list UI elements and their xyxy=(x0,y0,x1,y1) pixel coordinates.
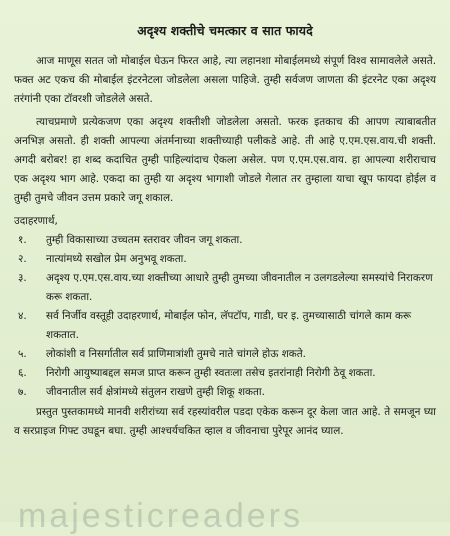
list-item-number: ४. xyxy=(18,310,27,322)
list-item-number: ७. xyxy=(18,386,27,398)
paragraph-2: त्याचप्रमाणे प्रत्येकजण एका अदृश्य शक्तीशी जोडलेला असतो. फरक इतकाच की आपण त्याबाबतीत अनभिज्ञ असतो. ही शक्ती आपल्या अंतर्मनाच्या शक्तीच्याही पलीकडे आहे. ती आहे ए.एम.एस.वाय.ची शक्ती. अगदी बरोबर! हा शब्द कदाचित तुम्ही पाहिल्यांदाच ऐकला असेल. पण ए.एम.एस.वाय. हा आपल्या शरीराचाच एक अदृश्य भाग आहे. एकदा का तुम्ही या अदृश्य भागाशी जोडले गेलात तर तुम्हाला याचा खूप फायदा होईल व तुम्ही तुमचे जीवन उत्तम प्रकारे जगू शकाल. xyxy=(14,116,436,204)
list-item xyxy=(14,307,436,345)
list-item xyxy=(14,364,436,383)
examples-list xyxy=(14,231,436,402)
list-item-text: सर्व निर्जीव वस्तूही उदाहरणार्थ, मोबाईल फोन, लॅपटॉप, गाडी, घर इ. तुमच्यासाठी चांगले काम करू शकतात. xyxy=(46,310,412,341)
list-item xyxy=(14,231,436,250)
watermark-text: majesticreaders xyxy=(18,497,303,535)
list-item-number: ५. xyxy=(18,348,27,360)
list-item xyxy=(14,250,436,269)
list-item xyxy=(14,383,436,402)
examples-intro: उदाहरणार्थ, xyxy=(14,215,58,227)
list-item-number: ३. xyxy=(18,272,27,284)
paragraph-1: आज माणूस सतत जो मोबाईल घेऊन फिरत आहे, त्या लहानशा मोबाईलमध्ये संपूर्ण विश्व सामावलेले असते. फक्त अट एकच की मोबाईल इंटरनेटला जोडलेला असला पाहिजे. तुम्ही सर्वजण जाणता की इंटरनेट एका अदृश्य तरंगांनी एका टॉवरशी जोडलेले असते. xyxy=(14,55,436,105)
list-item-number: ६. xyxy=(18,367,27,379)
list-item-text: तुम्ही विकासाच्या उच्चतम स्तरावर जीवन जगू शकता. xyxy=(46,234,243,246)
page-title: अदृश्य शक्तीचे चमत्कार व सात फायदे xyxy=(137,23,313,38)
list-item-text: नात्यांमध्ये सखोल प्रेम अनुभवू शकता. xyxy=(46,253,187,265)
list-item xyxy=(14,269,436,307)
list-item-number: १. xyxy=(18,234,27,246)
closing-paragraph: प्रस्तुत पुस्तकामध्ये मानवी शरीरांच्या सर्व रहस्यांवरील पडदा एकेक करून दूर केला जात आहे. ते समजून घ्या व सरप्राइज गिफ्ट उघडून बघा. तुम्ही आश्चर्यचकित व्हाल व जीवनाचा पुरेपूर आनंद घ्याल. xyxy=(14,406,436,437)
list-item-text: निरोगी आयुष्याबद्दल समज प्राप्त करून तुम्ही स्वतःला तसेच इतरांनाही निरोगी ठेवू शकता. xyxy=(46,367,376,379)
list-item-number: २. xyxy=(18,253,27,265)
list-item-text: अदृश्य ए.एम.एस.वाय.च्या शक्तीच्या आधारे तुम्ही तुमच्या जीवनातील न उलगडलेल्या समस्यांचे निराकरण करू शकता. xyxy=(46,272,433,303)
list-item-text: लोकांशी व निसर्गातील सर्व प्राणिमात्रांशी तुमचे नाते चांगले होऊ शकते. xyxy=(46,348,306,360)
list-item-text: जीवनातील सर्व क्षेत्रांमध्ये संतुलन राखणे तुम्ही शिकू शकता. xyxy=(46,386,265,398)
list-item xyxy=(14,345,436,364)
